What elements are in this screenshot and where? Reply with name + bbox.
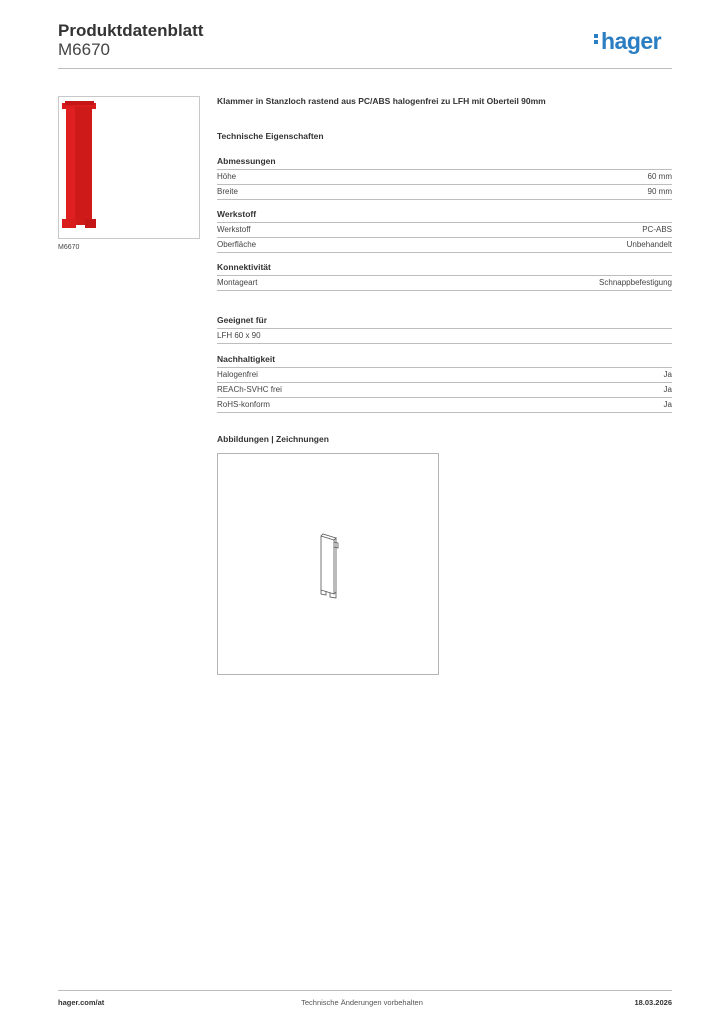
hager-logo[interactable]	[594, 28, 661, 55]
row-value: 60 mm	[647, 172, 672, 181]
section-material	[217, 209, 672, 253]
page-title: Produktdatenblatt	[58, 21, 204, 40]
table-row	[217, 222, 672, 237]
section-suitable-for	[217, 315, 672, 344]
drawings-heading: Abbildungen | Zeichnungen	[217, 434, 329, 444]
table-row	[217, 328, 672, 344]
table-row	[217, 184, 672, 200]
row-value: Unbehandelt	[626, 240, 672, 249]
section-title: Nachhaltigkeit	[217, 354, 276, 364]
product-caption: M6670	[58, 244, 80, 251]
row-label: Halogenfrei	[217, 370, 258, 379]
table-row	[217, 367, 672, 382]
technical-drawing	[217, 453, 439, 675]
row-value: Ja	[663, 385, 672, 394]
logo-text: hager	[601, 28, 662, 54]
footer-note: Technische Änderungen vorbehalten	[301, 998, 423, 1007]
section-dimensions	[217, 156, 672, 200]
table-row	[217, 397, 672, 413]
section-title: Konnektivität	[217, 262, 271, 272]
row-label: Montageart	[217, 278, 258, 287]
section-title: Geeignet für	[217, 315, 268, 325]
row-label: Breite	[217, 187, 238, 196]
table-row	[217, 169, 672, 184]
row-value: Ja	[663, 400, 672, 409]
row-label: LFH 60 x 90	[217, 331, 261, 340]
row-value: PC-ABS	[642, 225, 672, 234]
article-number: M6670	[58, 40, 110, 59]
row-value: Ja	[663, 370, 672, 379]
section-title: Abmessungen	[217, 156, 276, 166]
product-photo	[59, 97, 199, 238]
row-label: RoHS-konform	[217, 400, 270, 409]
row-label: Oberfläche	[217, 240, 257, 249]
footer-date: 18.03.2026	[634, 998, 672, 1007]
logo-dots-icon	[594, 32, 599, 46]
footer-website-link[interactable]: hager.com/at	[58, 998, 105, 1007]
row-label: Werkstoff	[217, 225, 251, 234]
row-value: 90 mm	[647, 187, 672, 196]
section-sustainability	[217, 354, 672, 413]
row-label: Höhe	[217, 172, 237, 181]
table-row	[217, 275, 672, 291]
product-description: Klammer in Stanzloch rastend aus PC/ABS halogenfrei zu LFH mit Oberteil 90mm	[217, 96, 546, 106]
row-value: Schnappbefestigung	[599, 278, 672, 287]
footer-divider	[58, 990, 672, 991]
table-row	[217, 382, 672, 397]
section-connectivity	[217, 262, 672, 291]
product-image	[58, 96, 200, 239]
table-row	[217, 237, 672, 253]
section-title: Werkstoff	[217, 209, 257, 219]
line-drawing	[218, 454, 438, 674]
header-divider	[58, 68, 672, 69]
technical-heading: Technische Eigenschaften	[217, 131, 324, 141]
row-label: REACh-SVHC frei	[217, 385, 282, 394]
